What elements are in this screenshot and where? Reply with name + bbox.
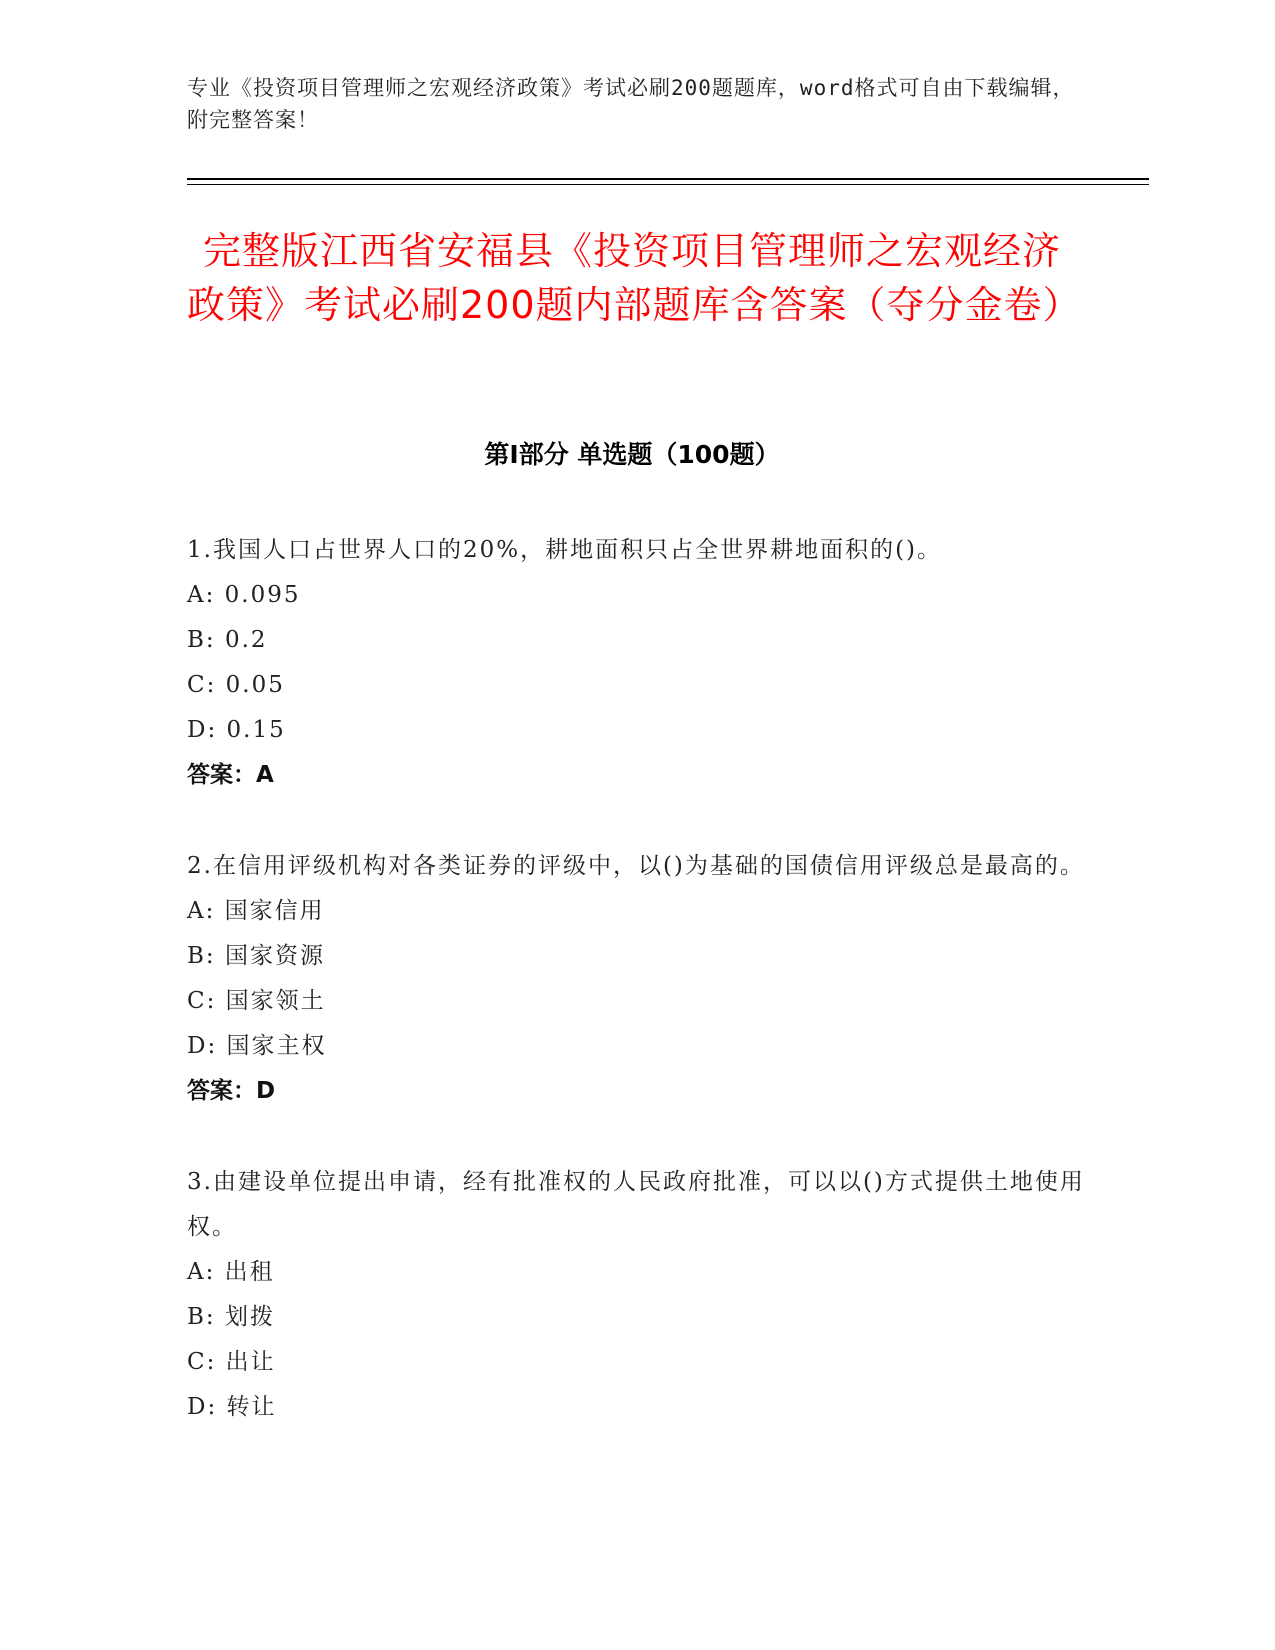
answer-line: 答案：D bbox=[187, 1078, 276, 1104]
question-text: 2.在信用评级机构对各类证券的评级中，以()为基础的国债信用评级总是最高的。 bbox=[187, 853, 1085, 879]
header-note: 专业《投资项目管理师之宏观经济政策》考试必刷200题题库，word格式可自由下载编辑，附完整答案！ bbox=[187, 76, 1075, 132]
option-d: D: 转让 bbox=[187, 1394, 277, 1420]
section-title: 第I部分 单选题（100题） bbox=[484, 440, 780, 469]
question-text: 1.我国人口占世界人口的20%，耕地面积只占全世界耕地面积的()。 bbox=[187, 537, 943, 563]
option-b: B: 划拨 bbox=[187, 1304, 275, 1330]
option-c: C: 出让 bbox=[187, 1349, 276, 1375]
question-list bbox=[187, 528, 1087, 1430]
option-b: B: 国家资源 bbox=[187, 943, 325, 969]
question-text: 3.由建设单位提出申请，经有批准权的人民政府批准，可以以()方式提供土地使用权。 bbox=[187, 1169, 1085, 1240]
option-a: A: 0.095 bbox=[187, 582, 301, 608]
question-item bbox=[187, 1160, 1087, 1430]
option-b: B: 0.2 bbox=[187, 627, 268, 653]
option-c: C: 0.05 bbox=[187, 672, 285, 698]
header-divider-thick bbox=[187, 178, 1149, 180]
question-item bbox=[187, 844, 1087, 1114]
option-d: D: 国家主权 bbox=[187, 1033, 327, 1059]
document-title: 完整版江西省安福县《投资项目管理师之宏观经济政策》考试必刷200题内部题库含答案（夺分金卷） bbox=[187, 229, 1082, 327]
question-item bbox=[187, 528, 1087, 798]
option-a: A: 国家信用 bbox=[187, 898, 325, 924]
answer-line: 答案：A bbox=[187, 762, 274, 788]
option-c: C: 国家领土 bbox=[187, 988, 326, 1014]
option-d: D: 0.15 bbox=[187, 717, 286, 743]
header-divider-thin bbox=[187, 184, 1149, 185]
option-a: A: 出租 bbox=[187, 1259, 275, 1285]
